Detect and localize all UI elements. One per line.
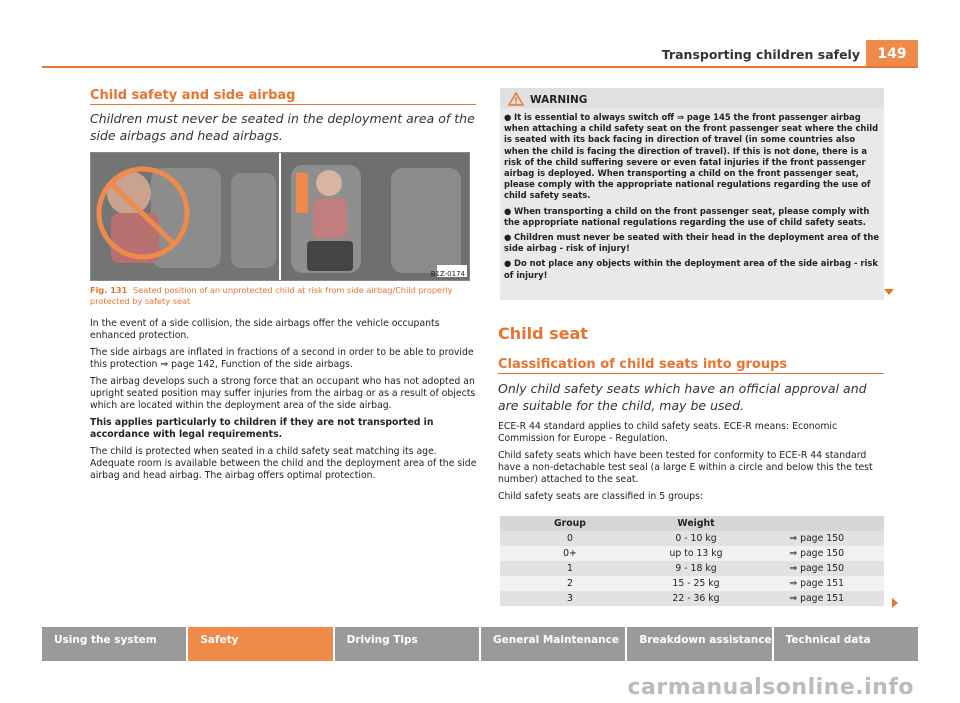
subsection-lead: Only child safety seats which have an official approval and are suitable for the child, may be used.	[498, 381, 867, 413]
chapter-nav	[42, 627, 918, 661]
bullet-icon: ●	[504, 232, 512, 243]
watermark: carmanualsonline.info	[627, 675, 914, 700]
section-end-arrow-icon	[884, 289, 894, 295]
paragraph: This applies particularly to children if they are not transported in accordance with legal requirements.	[90, 417, 434, 440]
figure-code: B1Z-0174	[430, 270, 465, 278]
nav-tab-driving-tips[interactable]: Driving Tips	[335, 627, 479, 661]
paragraph: The child is protected when seated in a child safety seat matching its age. Adequate room is available between the child and the deployment area of the side airbag and head airbag. The airbag offers optimal protection.	[90, 446, 477, 481]
warning-triangle-icon	[508, 92, 524, 106]
paragraph: The side airbags are inflated in fractions of a second in order to be able to provide this protection ⇒ page 142, Function of the side airbags.	[90, 347, 474, 370]
nav-tab-general-maintenance[interactable]: General Maintenance	[481, 627, 625, 661]
column-header: Weight	[640, 516, 752, 531]
section-title: Child safety and side airbag	[90, 88, 296, 103]
header-divider	[42, 66, 918, 68]
left-body	[90, 318, 478, 487]
paragraph: Child safety seats are classified in 5 groups:	[498, 491, 704, 502]
subheading: Classification of child seats into groups	[498, 357, 788, 372]
figure-child-seat-photo	[90, 152, 470, 281]
section-lead: Children must never be seated in the deployment area of the side airbags and head airbags.	[90, 111, 475, 143]
column-header: Group	[500, 516, 640, 531]
table-row: 0 0 - 10 kg ⇒ page 150	[500, 531, 884, 546]
figure-caption-text: Seated position of an unprotected child at risk from side airbag/Child properly protected by safety seat	[90, 285, 453, 306]
right-body	[498, 421, 888, 508]
column-header	[752, 516, 884, 531]
figure-caption	[90, 285, 476, 306]
page-link[interactable]: ⇒ page 150	[752, 546, 884, 561]
bullet-icon: ●	[504, 112, 512, 122]
table-row: 3 22 - 36 kg ⇒ page 151	[500, 591, 884, 606]
running-header-title: Transporting children safely	[661, 47, 860, 62]
warning-item: ● Do not place any objects within the deployment area of the side airbag - risk of injury!	[504, 258, 878, 280]
paragraph: In the event of a side collision, the side airbags offer the vehicle occupants enhanced protection.	[90, 318, 440, 341]
table-row: 2 15 - 25 kg ⇒ page 151	[500, 576, 884, 591]
warning-body	[504, 112, 882, 285]
subheading-divider	[498, 373, 884, 374]
table-header-row	[500, 516, 884, 531]
nav-tab-technical-data[interactable]: Technical data	[774, 627, 918, 661]
nav-tab-using-the-system[interactable]: Using the system	[42, 627, 186, 661]
paragraph: Child safety seats which have been tested for conformity to ECE-R 44 standard have a non-detachable test seal (a large E within a circle and below this the test number) attached to the seat.	[498, 450, 873, 485]
warning-item: ● When transporting a child on the front passenger seat, please comply with the appropriate national regulations regarding the use of child safety seats.	[504, 205, 870, 227]
nav-tab-safety[interactable]: Safety	[188, 627, 332, 661]
warning-title: WARNING	[530, 94, 588, 106]
chapter-heading: Child seat	[498, 324, 588, 343]
paragraph: The airbag develops such a strong force that an occupant who has not adopted an upright seated position may suffer injuries from the airbag or as a result of objects which are located within the deployment area of the side airbag.	[90, 376, 476, 411]
continue-arrow-icon	[892, 598, 898, 608]
page-number: 149	[866, 40, 918, 68]
paragraph: ECE-R 44 standard applies to child safety seats. ECE-R means: Economic Commission for Europe - Regulation.	[498, 421, 838, 444]
page-link[interactable]: ⇒ page 150	[752, 531, 884, 546]
bullet-icon: ●	[504, 258, 512, 269]
warning-box	[500, 88, 884, 300]
page-link[interactable]: ⇒ page 150	[752, 561, 884, 576]
table-row: 0+ up to 13 kg ⇒ page 150	[500, 546, 884, 561]
figure-caption-label: Fig. 131	[90, 285, 128, 295]
warning-item: ● It is essential to always switch off ⇒ page 145 the front passenger airbag when attaching a child safety seat on the front passenger seat where the child is seated with its back facing in direction of travel (in some countries also when the child is facing the direction of travel). If this is not done, there is a risk of the child suffering severe or even fatal injuries if the front passenger airbag is deployed. When transporting a child on the front passenger seat, please comply with the appropriate national regulations regarding the use of child safety seats.	[504, 112, 879, 201]
figure-illustration	[91, 153, 469, 280]
section-divider	[90, 104, 476, 105]
table-row: 1 9 - 18 kg ⇒ page 150	[500, 561, 884, 576]
child-seat-groups-table	[500, 516, 884, 606]
page-link[interactable]: ⇒ page 151	[752, 576, 884, 591]
nav-tab-breakdown-assistance[interactable]: Breakdown assistance	[627, 627, 771, 661]
page-link[interactable]: ⇒ page 151	[752, 591, 884, 606]
bullet-icon: ●	[504, 205, 512, 216]
warning-item: ● Children must never be seated with their head in the deployment area of the side airbag - risk of injury!	[504, 232, 880, 254]
